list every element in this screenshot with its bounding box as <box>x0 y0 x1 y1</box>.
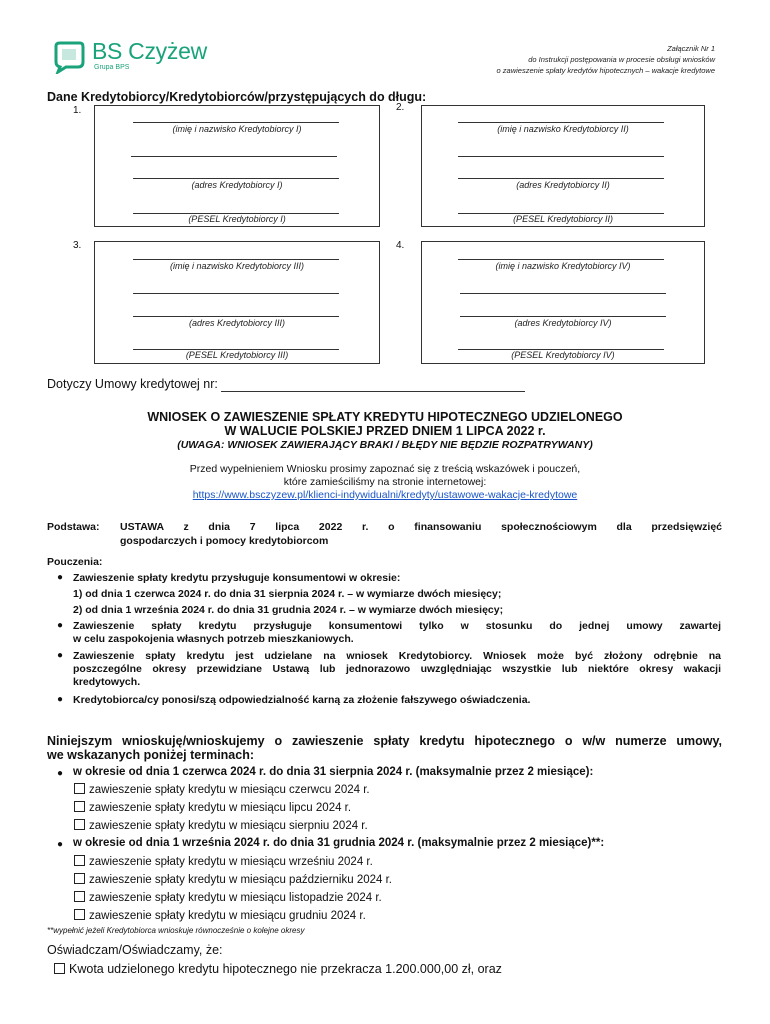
annex-note <box>497 43 715 76</box>
borrower-2-pesel-caption: (PESEL Kredytobiorcy II) <box>513 214 613 224</box>
bank-name: BS Czyżew <box>92 38 207 64</box>
checkbox-december[interactable] <box>74 909 85 920</box>
bullet-icon: ● <box>57 620 64 631</box>
bs-logo-icon <box>52 40 86 74</box>
request-line-1: Niniejszym wnioskuję/wnioskujemy o zawieszenie spłaty kredytu hipotecznego o w/w numerze umowy, <box>47 734 722 748</box>
annex-line-3: o zawieszenie spłaty kredytów hipotecznych – wakacje kredytowe <box>496 66 715 75</box>
option-july-label: zawieszenie spłaty kredytu w miesiącu lipcu 2024 r. <box>89 802 352 814</box>
option-august-label: zawieszenie spłaty kredytu w miesiącu sierpniu 2024 r. <box>89 820 368 832</box>
basis-line-2: gospodarczych i pomocy kredytobiorcom <box>120 535 329 547</box>
option-august[interactable] <box>74 819 368 832</box>
borrower-4-address-caption: (adres Kredytobiorcy IV) <box>514 318 612 328</box>
borrower-1-pesel-caption: (PESEL Kredytobiorcy I) <box>188 214 286 224</box>
form-title-line-2: W WALUCIE POLSKIEJ PRZED DNIEM 1 LIPCA 2022 r. <box>224 424 546 438</box>
option-december-label: zawieszenie spłaty kredytu w miesiącu grudniu 2024 r. <box>89 910 366 922</box>
checkbox-june[interactable] <box>74 783 85 794</box>
annex-line-2: do Instrukcji postępowania w procesie obsługi wniosków <box>528 55 715 64</box>
declaration-item-1-label: Kwota udzielonego kredytu hipotecznego nie przekracza 1.200.000,00 zł, oraz <box>69 962 502 976</box>
period-2-heading: w okresie od dnia 1 września 2024 r. do dnia 31 grudnia 2024 r. (maksymalnie przez 2 miesiące)**: <box>73 837 605 849</box>
checkbox-october[interactable] <box>74 873 85 884</box>
instruction-1-item-2: 2) od dnia 1 września 2024 r. do dnia 31 grudnia 2024 r. – w wymiarze dwóch miesięcy; <box>73 604 504 616</box>
annex-line-1: Załącznik Nr 1 <box>667 44 715 53</box>
period-1-heading: w okresie od dnia 1 czerwca 2024 r. do dnia 31 sierpnia 2024 r. (maksymalnie przez 2 miesiące): <box>73 766 594 778</box>
declaration-item-1[interactable] <box>54 962 502 976</box>
borrower-3-box <box>94 241 380 364</box>
instruction-4: Kredytobiorca/cy ponosi/szą odpowiedzialność karną za złożenie fałszywego oświadczenia. <box>73 694 531 706</box>
borrower-2-number: 2. <box>396 102 405 113</box>
guidelines-link[interactable]: https://www.bsczyzew.pl/klienci-indywidualni/kredyty/ustawowe-wakacje-kredytowe <box>192 489 578 501</box>
form-title-line-1: WNIOSEK O ZAWIESZENIE SPŁATY KREDYTU HIPOTECZNEGO UDZIELONEGO <box>147 410 623 424</box>
request-line-2: we wskazanych poniżej terminach: <box>47 748 255 762</box>
borrower-1-box <box>94 105 380 227</box>
agreement-number-field[interactable] <box>221 391 525 392</box>
form-warning: (UWAGA: WNIOSEK ZAWIERAJĄCY BRAKI / BŁĘDY NIE BĘDZIE ROZPATRYWANY) <box>177 439 593 451</box>
bullet-icon: ● <box>57 768 64 779</box>
instruction-3-line-2: poszczególne okresy przewidziane Ustawą lub jednorazowo uwzględniając wszystkie lub niektóre okresy wakacji <box>73 663 721 675</box>
intro-line-1: Przed wypełnieniem Wniosku prosimy zapoznać się z treścią wskazówek i pouczeń, <box>189 463 581 475</box>
checkbox-november[interactable] <box>74 891 85 902</box>
section-header: Dane Kredytobiorcy/Kredytobiorców/przystępujących do długu: <box>47 90 427 104</box>
option-october[interactable] <box>74 873 392 886</box>
instruction-2-line-1: Zawieszenie spłaty kredytu przysługuje konsumentowi tylko w stosunku do jednej umowy zawartej <box>73 620 721 632</box>
borrower-2-box <box>421 105 705 227</box>
checkbox-declaration-1[interactable] <box>54 963 65 974</box>
instruction-1-item-1: 1) od dnia 1 czerwca 2024 r. do dnia 31 sierpnia 2024 r. – w wymiarze dwóch miesięcy; <box>73 588 502 600</box>
borrower-1-number: 1. <box>73 105 82 116</box>
instruction-3-line-3: kredytowych. <box>73 676 141 688</box>
borrower-4-name-caption: (imię i nazwisko Kredytobiorcy IV) <box>495 261 631 271</box>
borrower-4-pesel-caption: (PESEL Kredytobiorcy IV) <box>511 350 615 360</box>
agreement-label: Dotyczy Umowy kredytowej nr: <box>47 377 218 391</box>
borrower-2-name-caption: (imię i nazwisko Kredytobiorcy II) <box>497 124 629 134</box>
footnote: **wypełnić jeżeli Kredytobiorca wnioskuje równocześnie o kolejne okresy <box>47 926 305 935</box>
bullet-icon: ● <box>57 650 64 661</box>
bullet-icon: ● <box>57 572 64 583</box>
bank-group: Grupa BPS <box>94 64 130 71</box>
option-november-label: zawieszenie spłaty kredytu w miesiącu listopadzie 2024 r. <box>89 892 382 904</box>
instruction-1: Zawieszenie spłaty kredytu przysługuje konsumentowi w okresie: <box>73 572 401 584</box>
borrower-3-address-caption: (adres Kredytobiorcy III) <box>188 318 286 328</box>
option-june-label: zawieszenie spłaty kredytu w miesiącu czerwcu 2024 r. <box>89 784 370 796</box>
option-october-label: zawieszenie spłaty kredytu w miesiącu październiku 2024 r. <box>89 874 392 886</box>
option-september-label: zawieszenie spłaty kredytu w miesiącu wrześniu 2024 r. <box>89 856 373 868</box>
borrower-3-pesel-caption: (PESEL Kredytobiorcy III) <box>185 350 289 360</box>
instruction-3-line-1: Zawieszenie spłaty kredytu jest udzielane na wniosek Kredytobiorcy. Wniosek może być złożony odrębnie na <box>73 650 721 662</box>
borrower-1-address-caption: (adres Kredytobiorcy I) <box>191 180 283 190</box>
option-september[interactable] <box>74 855 373 868</box>
bullet-icon: ● <box>57 839 64 850</box>
borrower-3-name-caption: (imię i nazwisko Kredytobiorcy III) <box>169 261 305 271</box>
borrower-2-address-caption: (adres Kredytobiorcy II) <box>516 180 610 190</box>
option-november[interactable] <box>74 891 382 904</box>
declaration-label: Oświadczam/Oświadczamy, że: <box>47 943 223 957</box>
basis-line-1: USTAWA z dnia 7 lipca 2022 r. o finansowaniu społecznościowym dla przedsięwzięć <box>120 521 722 533</box>
intro-line-2: które zamieściliśmy na stronie internetowej: <box>283 476 487 488</box>
option-june[interactable] <box>74 783 370 796</box>
instruction-2-line-2: w celu zaspokojenia własnych potrzeb mieszkaniowych. <box>73 633 354 645</box>
borrower-4-box <box>421 241 705 364</box>
checkbox-september[interactable] <box>74 855 85 866</box>
option-december[interactable] <box>74 909 366 922</box>
checkbox-july[interactable] <box>74 801 85 812</box>
borrower-3-number: 3. <box>73 240 82 251</box>
checkbox-august[interactable] <box>74 819 85 830</box>
instructions-label: Pouczenia: <box>47 556 103 568</box>
borrower-1-name-caption: (imię i nazwisko Kredytobiorcy I) <box>172 124 302 134</box>
bullet-icon: ● <box>57 694 64 705</box>
basis-label: Podstawa: <box>47 521 100 533</box>
option-july[interactable] <box>74 801 351 814</box>
borrower-4-number: 4. <box>396 240 405 251</box>
